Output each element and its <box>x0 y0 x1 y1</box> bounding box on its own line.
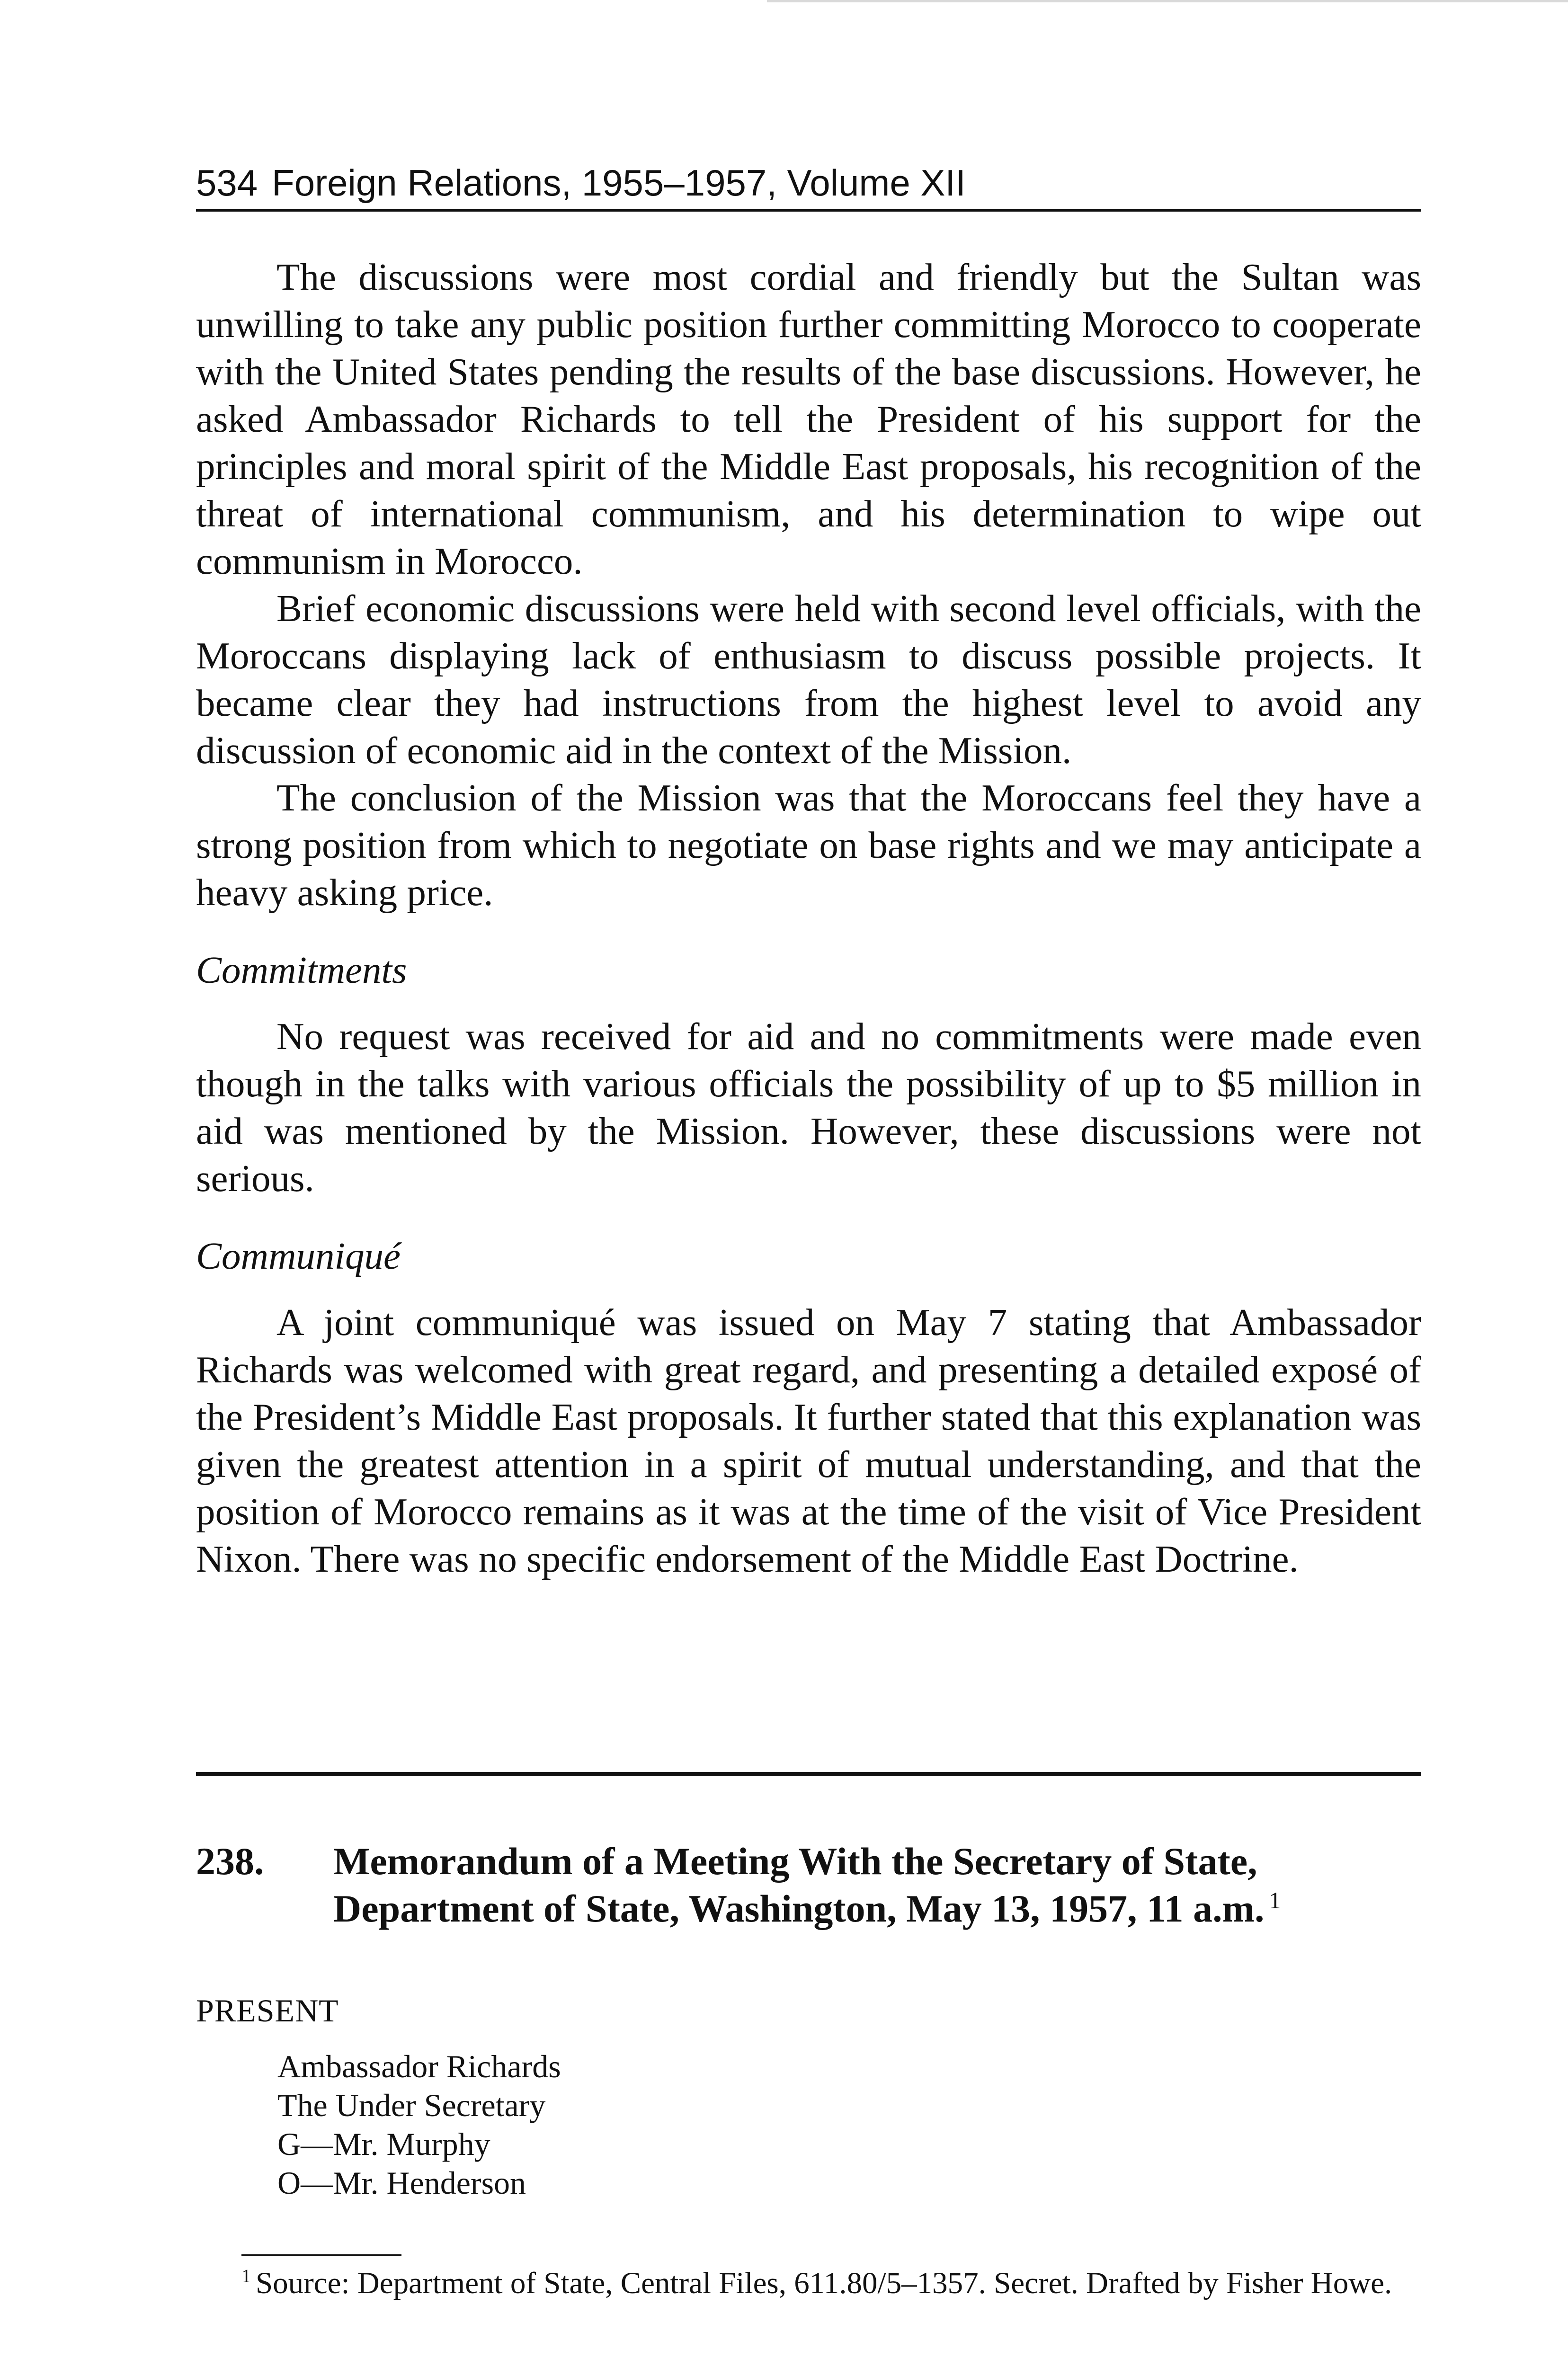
body-text <box>196 253 1421 1583</box>
running-head <box>196 156 1421 212</box>
attendee-item: The Under Secretary <box>277 2087 546 2123</box>
page-number: 534 <box>196 162 258 204</box>
paragraph-mission-conclusion: The conclusion of the Mission was that the Moroccans feel they have a strong position from which to negotiate on base rights and we may anticipate a heavy asking price. <box>196 776 1421 914</box>
footnote-text: Source: Department of State, Central Files, 611.80/5–1357. Secret. Drafted by Fisher Howe. <box>256 2266 1392 2300</box>
commitments-heading: Commitments <box>196 949 407 991</box>
footnote <box>196 2264 1421 2303</box>
communique-heading: Communiqué <box>196 1235 401 1277</box>
document-number: 238. <box>196 1840 264 1883</box>
document-title: Memorandum of a Meeting With the Secretary of State, Department of State, Washington, May 13, 1957, 11 a.m. <box>333 1840 1265 1930</box>
paragraph-sultan-discussions: The discussions were most cordial and friendly but the Sultan was unwilling to take any public position further committing Morocco to cooperate with the United States pending the results of the base discussions. However, he asked Ambassador Richards to tell the President of his support for the principles and moral spirit of the Middle East proposals, his recognition of the threat of international communism, and his determination to wipe out communism in Morocco. <box>196 256 1421 582</box>
commitments-paragraph: No request was received for aid and no commitments were made even though in the talks with various officials the possibility of up to $5 million in aid was mentioned by the Mission. However, these discussions were not serious. <box>196 1015 1421 1200</box>
paragraph-economic-discussions: Brief economic discussions were held with second level officials, with the Moroccans displaying lack of enthusiasm to discuss possible projects. It became clear they had instructions from the highest level to avoid any discussion of economic aid in the context of the Mission. <box>196 587 1421 772</box>
present-label: PRESENT <box>196 1993 339 2029</box>
attendee-item: G—Mr. Murphy <box>277 2126 490 2162</box>
communique-paragraph: A joint communiqué was issued on May 7 stating that Ambassador Richards was welcomed with great regard, and presenting a detailed exposé of the President’s Middle East proposals. It further stated that this explanation was given the greatest attention in a spirit of mutual understanding, and that the position of Morocco remains as it was at the time of the visit of Vice President Nixon. There was no specific endorsement of the Middle East Doctrine. <box>196 1301 1421 1580</box>
running-title: Foreign Relations, 1955–1957, Volume XII <box>272 162 966 204</box>
title-footnote-marker: 1 <box>1269 1886 1281 1913</box>
section-divider <box>196 1772 1421 1776</box>
document-title-block <box>333 1838 1421 1932</box>
attendee-item: O—Mr. Henderson <box>277 2165 526 2201</box>
document-page <box>196 156 1421 2303</box>
footnote-rule <box>241 2254 401 2256</box>
scan-edge-line <box>767 0 1568 2</box>
document-heading <box>196 1838 1421 1932</box>
footnote-marker: 1 <box>241 2265 251 2287</box>
attendee-item: Ambassador Richards <box>277 2048 561 2084</box>
attendee-list <box>277 2047 1421 2202</box>
